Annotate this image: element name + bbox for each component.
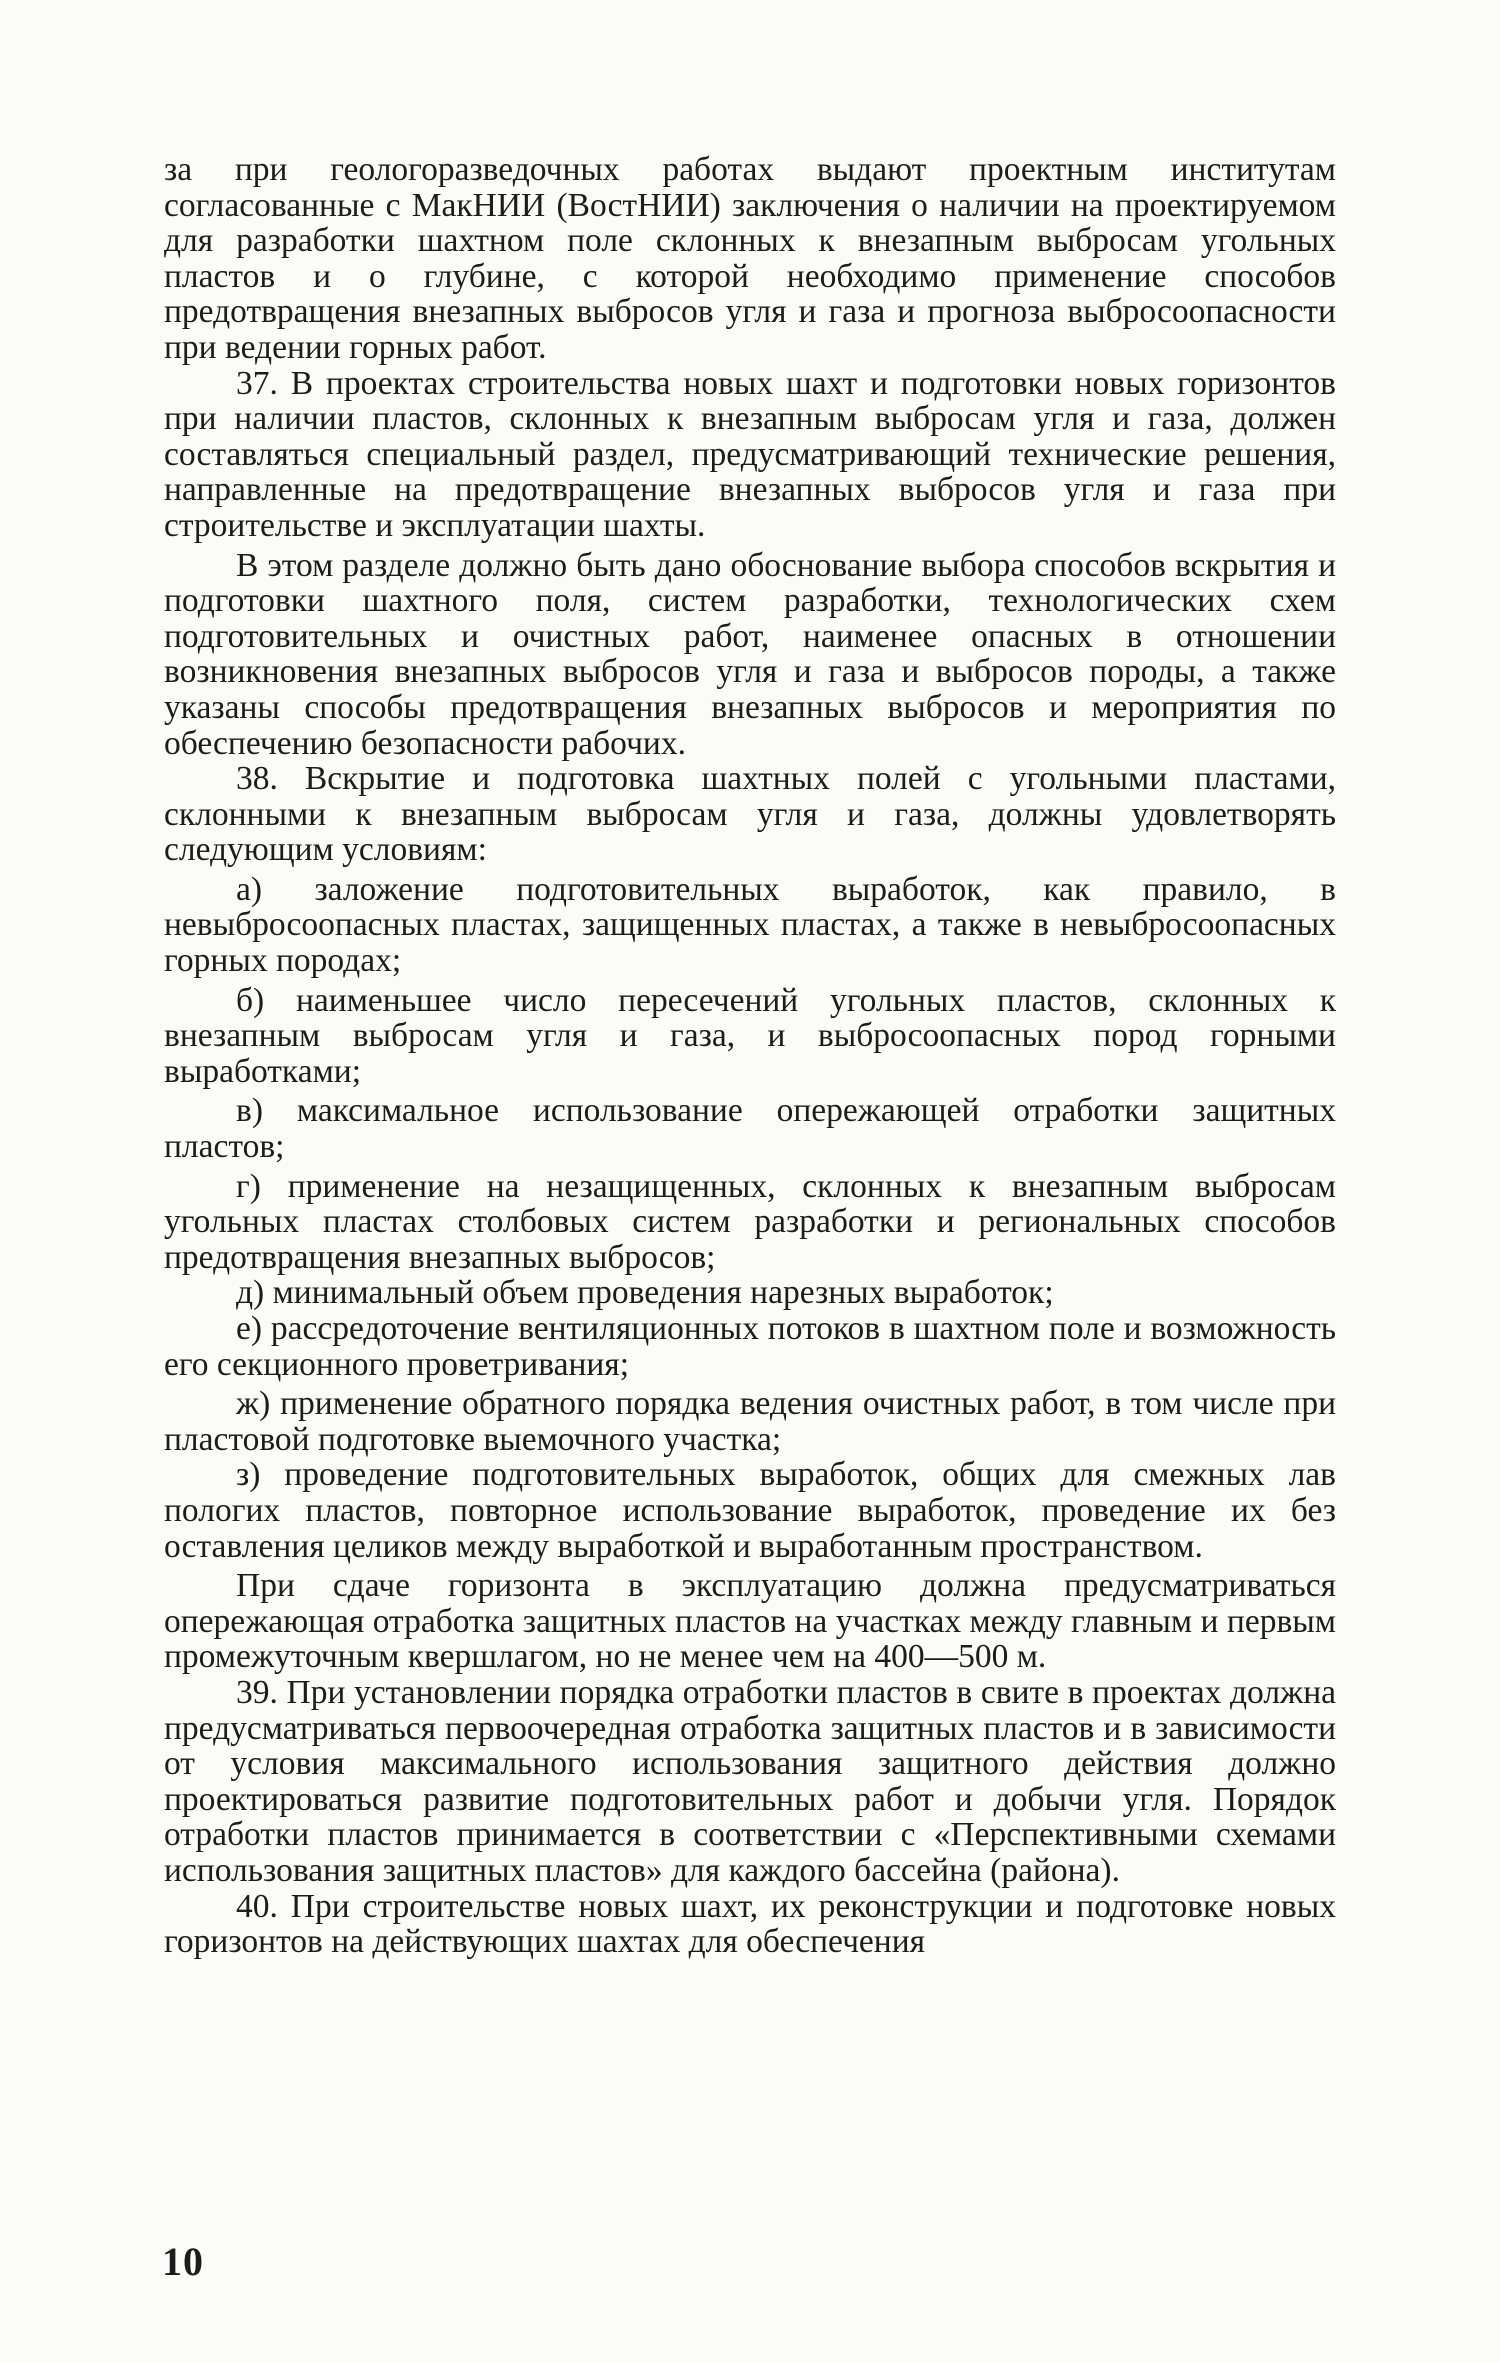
paragraph-continuation: за при геологоразведочных работах выдают проектным институтам согласованные с МакНИИ (ВостНИИ) заключения о наличии на проектируемом для разработки шахтном поле склонных к внезапным выбросам угольных пластов и о глубине, с которой необходимо применение способов предотвращения внезапных выбросов угля и газа и прогноза выбросоопасности при ведении горных работ. [164, 151, 1336, 366]
list-item-a: а) заложение подготовительных выработок, как правило, в невыбросоопасных пластах, защищенных пластах, а также в невыбросоопасных горных породах; [164, 870, 1336, 980]
paragraph-horizon: При сдаче горизонта в эксплуатацию должна предусматриваться опережающая отработка защитных пластов на участках между главным и первым промежуточным квершлагом, но не менее чем на 400—500 м. [164, 1567, 1336, 1676]
list-item-b: б) наименьшее число пересечений угольных пластов, склонных к внезапным выбросам угля и газа, и выбросоопасных пород горными выработками; [164, 981, 1336, 1090]
paragraph-37: 37. В проектах строительства новых шахт и подготовки новых горизонтов при наличии пластов, склонных к внезапным выбросам угля и газа, должен составляться специальный раздел, предусматривающий технические решения, направленные на предотвращение внезапных выбросов угля и газа при строительстве и эксплуатации шахты. [164, 364, 1336, 544]
body-text [164, 152, 1336, 1960]
paragraph-37-section: В этом разделе должно быть дано обоснование выбора способов вскрытия и подготовки шахтного поля, систем разработки, технологических схем подготовительных и очистных работ, наименее опасных в отношении возникновения внезапных выбросов угля и газа и выбросов породы, а также указаны способы предотвращения внезапных выбросов и мероприятия по обеспечению безопасности рабочих. [164, 546, 1336, 762]
list-item-zh: ж) применение обратного порядка ведения очистных работ, в том числе при пластовой подготовке выемочного участка; [164, 1385, 1336, 1458]
list-item-z: з) проведение подготовительных выработок, общих для смежных лав пологих пластов, повторное использование выработок, проведение их без оставления целиков между выработкой и выработанным пространством. [164, 1456, 1336, 1565]
list-item-g: г) применение на незащищенных, склонных к внезапным выбросам угольных пластах столбовых систем разработки и региональных способов предотвращения внезапных выбросов; [164, 1167, 1336, 1276]
list-item-v: в) максимальное использование опережающей отработки защитных пластов; [164, 1092, 1336, 1166]
paragraph-39: 39. При установлении порядка отработки пластов в свите в проектах должна предусматриваться первоочередная отработка защитных пластов и в зависимости от условия максимального использования защитного действия должно проектироваться развитие подготовительных работ и добычи угля. Порядок отработки пластов принимается в соответствии с «Перспективными схемами использования защитных пластов» для каждого бассейна (района). [164, 1673, 1336, 1889]
list-item-d: д) минимальный объем проведения нарезных выработок; [236, 1274, 1054, 1312]
paragraph-38: 38. Вскрытие и подготовка шахтных полей с угольными пластами, склонными к внезапным выбросам угля и газа, должны удовлетворять следующим условиям: [164, 760, 1336, 869]
list-item-e: е) рассредоточение вентиляционных потоков в шахтном поле и возможность его секционного проветривания; [164, 1310, 1336, 1383]
paragraph-40: 40. При строительстве новых шахт, их реконструкции и подготовке новых горизонтов на действующих шахтах для обеспечения [164, 1887, 1336, 1961]
page-number: 10 [162, 2239, 204, 2284]
